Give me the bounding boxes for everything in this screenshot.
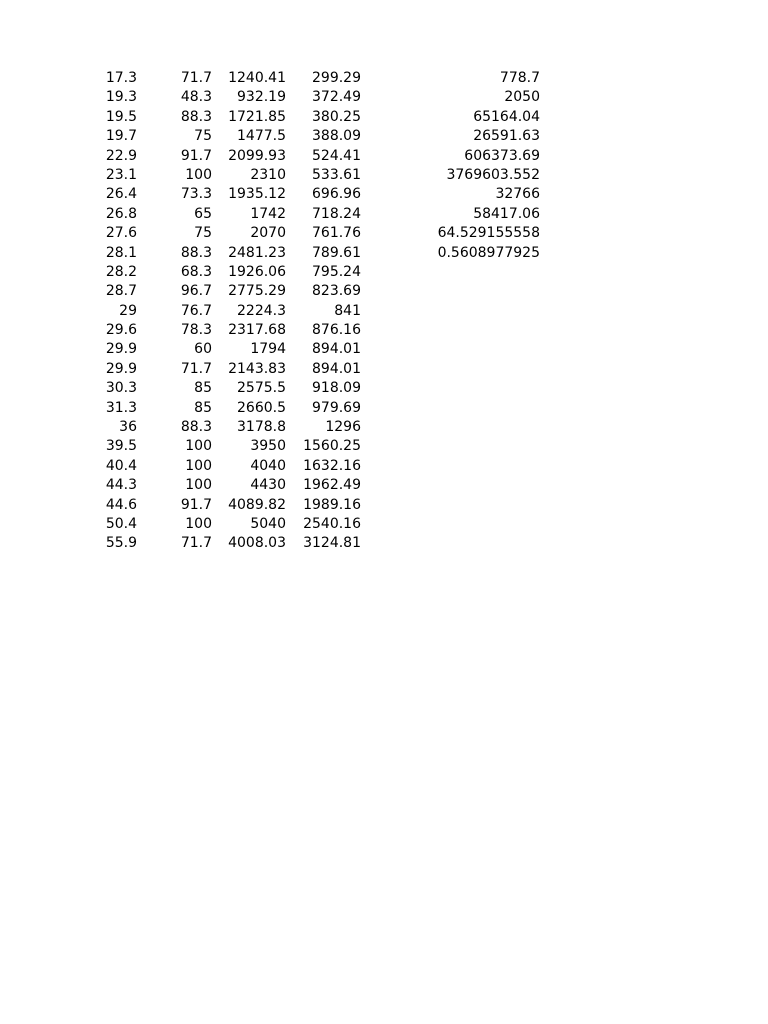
table-cell[interactable]: 30.3 xyxy=(105,380,137,397)
table-cell[interactable]: 778.7 xyxy=(499,70,540,86)
table-cell[interactable]: 979.69 xyxy=(312,399,361,416)
table-cell[interactable]: 524.41 xyxy=(312,147,361,164)
table-cell[interactable]: 1989.16 xyxy=(303,496,361,513)
table-cell[interactable]: 23.1 xyxy=(105,166,137,183)
table-cell[interactable]: 58417.06 xyxy=(473,205,540,222)
table-cell[interactable]: 29.6 xyxy=(105,322,137,339)
table-cell[interactable]: 894.01 xyxy=(312,360,361,377)
table-cell[interactable]: 1721.85 xyxy=(228,108,286,125)
table-cell[interactable]: 2224.3 xyxy=(237,302,286,319)
table-cell[interactable]: 1926.06 xyxy=(228,263,286,280)
table-cell[interactable]: 718.24 xyxy=(312,205,361,222)
table-cell[interactable]: 2775.29 xyxy=(228,283,286,300)
table-cell[interactable]: 5040 xyxy=(250,515,286,532)
table-cell[interactable]: 4430 xyxy=(250,477,286,494)
table-cell[interactable]: 932.19 xyxy=(237,89,286,106)
table-cell[interactable]: 75 xyxy=(194,128,212,145)
table-cell[interactable]: 1477.5 xyxy=(237,128,286,145)
table-cell[interactable]: 19.7 xyxy=(105,128,137,145)
table-cell[interactable]: 388.09 xyxy=(312,128,361,145)
table-cell[interactable]: 19.5 xyxy=(105,108,137,125)
table-cell[interactable]: 2050 xyxy=(504,89,540,106)
table-cell[interactable]: 1240.41 xyxy=(228,70,286,86)
table-cell[interactable]: 32766 xyxy=(495,186,540,203)
table-cell[interactable]: 60 xyxy=(194,341,212,358)
table-cell[interactable]: 29.9 xyxy=(105,341,137,358)
table-cell[interactable]: 31.3 xyxy=(105,399,137,416)
table-cell[interactable]: 1632.16 xyxy=(303,457,361,474)
table-cell[interactable]: 26.4 xyxy=(105,186,137,203)
table-cell[interactable]: 71.7 xyxy=(180,70,212,86)
table-cell[interactable]: 380.25 xyxy=(312,108,361,125)
table-cell[interactable]: 28.1 xyxy=(105,244,137,261)
table-cell[interactable]: 29.9 xyxy=(105,360,137,377)
table-cell[interactable]: 36 xyxy=(119,419,137,436)
table-cell[interactable]: 4040 xyxy=(250,457,286,474)
table-cell[interactable]: 26591.63 xyxy=(473,128,540,145)
table-cell[interactable]: 96.7 xyxy=(180,283,212,300)
table-cell[interactable]: 1962.49 xyxy=(303,477,361,494)
table-cell[interactable]: 299.29 xyxy=(312,70,361,86)
table-cell[interactable]: 3124.81 xyxy=(303,535,361,552)
table-cell[interactable]: 91.7 xyxy=(180,496,212,513)
table-cell[interactable]: 2575.5 xyxy=(237,380,286,397)
table-cell[interactable]: 2099.93 xyxy=(228,147,286,164)
table-cell[interactable]: 88.3 xyxy=(180,419,212,436)
table-cell[interactable]: 100 xyxy=(185,457,212,474)
table-cell[interactable]: 606373.69 xyxy=(464,147,540,164)
table-cell[interactable]: 894.01 xyxy=(312,341,361,358)
table-cell[interactable]: 68.3 xyxy=(180,263,212,280)
table-cell[interactable]: 88.3 xyxy=(180,108,212,125)
table-cell[interactable]: 2317.68 xyxy=(228,322,286,339)
table-cell[interactable]: 2070 xyxy=(250,225,286,242)
table-cell[interactable]: 761.76 xyxy=(312,225,361,242)
table-cell[interactable]: 65 xyxy=(194,205,212,222)
table-cell[interactable]: 39.5 xyxy=(105,438,137,455)
table-cell[interactable]: 100 xyxy=(185,438,212,455)
table-cell[interactable]: 55.9 xyxy=(105,535,137,552)
table-cell[interactable]: 78.3 xyxy=(180,322,212,339)
table-cell[interactable]: 75 xyxy=(194,225,212,242)
table-cell[interactable]: 44.3 xyxy=(105,477,137,494)
table-cell[interactable]: 1742 xyxy=(250,205,286,222)
table-cell[interactable]: 2481.23 xyxy=(228,244,286,261)
table-cell[interactable]: 28.7 xyxy=(105,283,137,300)
table-cell[interactable]: 85 xyxy=(194,399,212,416)
table-cell[interactable]: 44.6 xyxy=(105,496,137,513)
table-cell[interactable]: 27.6 xyxy=(105,225,137,242)
table-cell[interactable]: 918.09 xyxy=(312,380,361,397)
table-cell[interactable]: 91.7 xyxy=(180,147,212,164)
table-cell[interactable]: 3769603.552 xyxy=(446,166,540,183)
table-cell[interactable]: 1560.25 xyxy=(303,438,361,455)
table-cell[interactable]: 2310 xyxy=(250,166,286,183)
table-cell[interactable]: 795.24 xyxy=(312,263,361,280)
table-cell[interactable]: 841 xyxy=(334,302,361,319)
table-cell[interactable]: 65164.04 xyxy=(473,108,540,125)
table-cell[interactable]: 100 xyxy=(185,477,212,494)
table-cell[interactable]: 71.7 xyxy=(180,360,212,377)
table-cell[interactable]: 71.7 xyxy=(180,535,212,552)
table-cell[interactable]: 0.5608977925 xyxy=(437,244,540,261)
table-cell[interactable]: 100 xyxy=(185,515,212,532)
table-cell[interactable]: 76.7 xyxy=(180,302,212,319)
table-cell[interactable]: 1935.12 xyxy=(228,186,286,203)
table-cell[interactable]: 40.4 xyxy=(105,457,137,474)
table-cell[interactable]: 533.61 xyxy=(312,166,361,183)
table-cell[interactable]: 100 xyxy=(185,166,212,183)
table-cell[interactable]: 2660.5 xyxy=(237,399,286,416)
table-cell[interactable]: 88.3 xyxy=(180,244,212,261)
table-cell[interactable]: 73.3 xyxy=(180,186,212,203)
table-cell[interactable]: 823.69 xyxy=(312,283,361,300)
table-cell[interactable]: 4089.82 xyxy=(228,496,286,513)
table-cell[interactable]: 1794 xyxy=(250,341,286,358)
table-cell[interactable]: 2540.16 xyxy=(303,515,361,532)
table-cell[interactable]: 4008.03 xyxy=(228,535,286,552)
table-cell[interactable]: 372.49 xyxy=(312,89,361,106)
table-cell[interactable]: 28.2 xyxy=(105,263,137,280)
table-cell[interactable]: 85 xyxy=(194,380,212,397)
table-cell[interactable]: 876.16 xyxy=(312,322,361,339)
table-cell[interactable]: 3178.8 xyxy=(237,419,286,436)
table-cell[interactable]: 696.96 xyxy=(312,186,361,203)
table-cell[interactable]: 26.8 xyxy=(105,205,137,222)
table-cell[interactable]: 19.3 xyxy=(105,89,137,106)
table-cell[interactable]: 2143.83 xyxy=(228,360,286,377)
table-cell[interactable]: 50.4 xyxy=(105,515,137,532)
table-cell[interactable]: 22.9 xyxy=(105,147,137,164)
table-cell[interactable]: 17.3 xyxy=(105,70,137,86)
table-cell[interactable]: 789.61 xyxy=(312,244,361,261)
table-cell[interactable]: 1296 xyxy=(325,419,361,436)
table-cell[interactable]: 48.3 xyxy=(180,89,212,106)
table-cell[interactable]: 64.529155558 xyxy=(437,225,540,242)
table-cell[interactable]: 29 xyxy=(119,302,137,319)
table-cell[interactable]: 3950 xyxy=(250,438,286,455)
